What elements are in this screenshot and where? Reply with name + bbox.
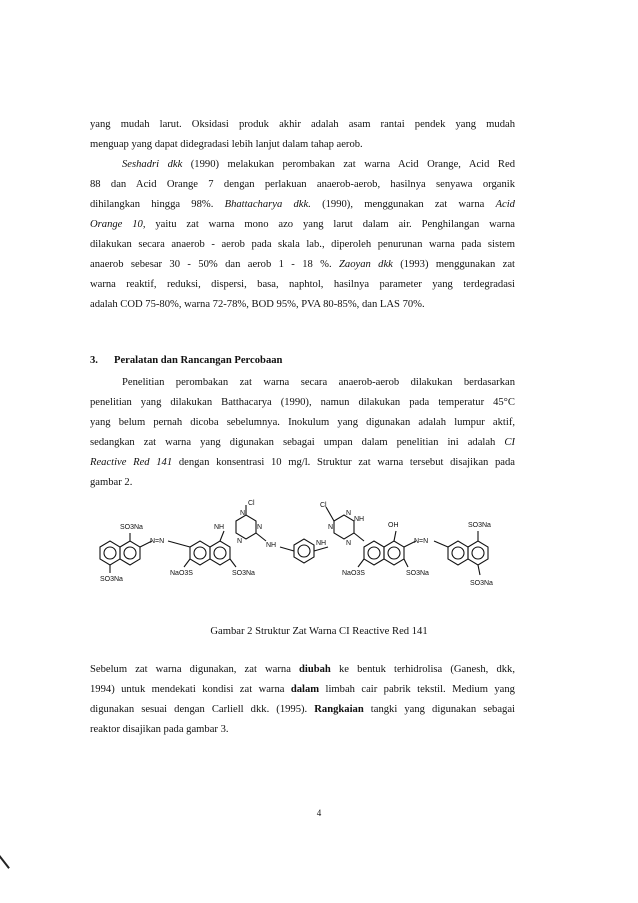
text-line <box>90 700 515 720</box>
author-citation: Bhattacharya dkk. <box>224 199 311 210</box>
dye-name: Orange 10, <box>90 219 146 230</box>
triazine-ring <box>334 515 354 539</box>
text-span: (1993) menggunakan zat <box>392 259 515 270</box>
text-line: adalah COD 75-80%, warna 72-78%, BOD 95%, PVA 80-85%, dan LAS 70%. <box>90 299 425 310</box>
text-line: Penelitian perombakan zat warna secara anaerob-aerob dilakukan berdasarkan <box>122 377 515 388</box>
text-span: sedangkan zat warna yang digunakan sebagai umpan dalam penelitian ini adalah <box>90 437 505 448</box>
triazine-ring <box>236 515 256 539</box>
text-span: (1990) melakukan perombakan zat warna Acid Orange, Acid Red <box>182 159 515 170</box>
label-so3na: SO3Na <box>232 570 255 577</box>
text-line: menguap yang dapat didegradasi lebih lanjut dalam tahap aerob. <box>90 139 363 150</box>
label-nao3s: NaO3S <box>170 570 193 577</box>
author-citation: Seshadri dkk <box>122 159 183 170</box>
label-nh: NH <box>266 542 277 549</box>
label-nao3s: NaO3S <box>342 570 365 577</box>
page-number: 4 <box>316 808 322 818</box>
text-line <box>90 155 515 175</box>
paragraph-4 <box>90 660 515 740</box>
text-line: gambar 2. <box>90 477 133 488</box>
section-number: 3. <box>90 355 98 366</box>
paragraph-1 <box>90 115 515 155</box>
label-so3na: SO3Na <box>100 576 123 583</box>
section-title: Peralatan dan Rancangan Percobaan <box>114 355 283 366</box>
benzene-ring <box>364 541 384 565</box>
label-n: N <box>237 538 243 545</box>
chemical-structure-diagram <box>90 495 520 605</box>
text-span: Sebelum zat warna digunakan, zat warna <box>90 664 300 675</box>
benzene-ring <box>294 539 314 563</box>
scan-mark <box>0 855 10 869</box>
text-line <box>90 433 515 453</box>
text-span: dengan konsentrasi 10 mg/l. Struktur zat warna tersebut disajikan pada <box>172 457 515 468</box>
text-line: 88 dan Acid Orange 7 dengan perlakuan anaerob-aerob, hasilnya senyawa organik <box>90 179 515 190</box>
label-so3na: SO3Na <box>120 524 143 531</box>
label-n: N <box>328 524 334 531</box>
author-citation: Zaoyan dkk <box>339 259 393 270</box>
text-line <box>90 215 515 235</box>
paragraph-3 <box>90 373 515 493</box>
text-line <box>90 195 515 215</box>
label-nh: NH <box>354 516 365 523</box>
dye-name: CI <box>504 437 515 448</box>
benzene-ring <box>448 541 468 565</box>
benzene-ring <box>210 541 230 565</box>
label-n: N <box>346 540 352 547</box>
text-line <box>90 680 515 700</box>
text-line: reaktor disajikan pada gambar 3. <box>90 724 229 735</box>
text-line: penelitian yang dilakukan Batthacarya (1990), namun dilakukan pada temperatur 45°C <box>90 397 515 408</box>
text-line: yang mudah larut. Oksidasi produk akhir adalah asam rantai pendek yang mudah <box>90 119 515 130</box>
label-so3na: SO3Na <box>468 522 491 529</box>
text-span: yaitu zat warna mono azo yang larut dalam air. Penghilangan warna <box>145 219 515 230</box>
label-so3na: SO3Na <box>406 570 429 577</box>
label-nh: NH <box>316 540 327 547</box>
text-span: limbah cair pabrik tekstil. Medium yang <box>319 684 515 695</box>
label-azo: N=N <box>414 538 429 545</box>
text-span: diubah <box>299 664 331 675</box>
dye-name: Acid <box>495 199 515 210</box>
benzene-ring <box>100 541 120 565</box>
label-cl: Cl <box>248 500 255 507</box>
text-span: ke bentuk terhidrolisa (Ganesh, dkk, <box>330 664 515 675</box>
label-azo: N=N <box>150 538 165 545</box>
text-line: warna reaktif, reduksi, dispersi, basa, naphtol, hasilnya parameter yang terdegradasi <box>90 279 515 290</box>
text-line <box>90 453 515 473</box>
text-line: dilakukan secara anaerob - aerob pada skala lab., diperoleh penurunan warna pada sistem <box>90 239 515 250</box>
label-cl: Cl <box>320 502 327 509</box>
benzene-ring <box>384 541 404 565</box>
dye-name: Reactive Red 141 <box>90 457 173 468</box>
text-span: 1994) untuk mendekati kondisi zat warna <box>90 684 291 695</box>
section-heading <box>90 355 282 366</box>
label-nh: NH <box>214 524 225 531</box>
text-span: Rangkaian <box>314 704 364 715</box>
text-span: (1990), menggunakan zat warna <box>310 199 496 210</box>
label-so3na: SO3Na <box>470 580 493 587</box>
text-line: yang belum pernah dicoba sebelumnya. Inokulum yang digunakan adalah lumpur aktif, <box>90 417 515 428</box>
label-n: N <box>240 510 246 517</box>
text-span: dalam <box>290 684 320 695</box>
benzene-ring <box>190 541 210 565</box>
label-oh: OH <box>388 522 399 529</box>
text-line <box>90 660 515 680</box>
paragraph-2 <box>90 155 515 315</box>
text-span: dihilangkan hingga 98%. <box>90 199 225 210</box>
benzene-ring <box>468 541 488 565</box>
text-span: anaerob sebesar 30 - 50% dan aerob 1 - 18 %. <box>90 259 340 270</box>
text-span: tangki yang digunakan sebagai <box>363 704 515 715</box>
label-n: N <box>346 510 352 517</box>
text-line <box>90 255 515 275</box>
figure-caption: Gambar 2 Struktur Zat Warna CI Reactive Red 141 <box>210 626 428 637</box>
label-n: N <box>257 524 263 531</box>
text-span: digunakan sesuai dengan Carliell dkk. (1995). <box>90 704 315 715</box>
benzene-ring <box>120 541 140 565</box>
